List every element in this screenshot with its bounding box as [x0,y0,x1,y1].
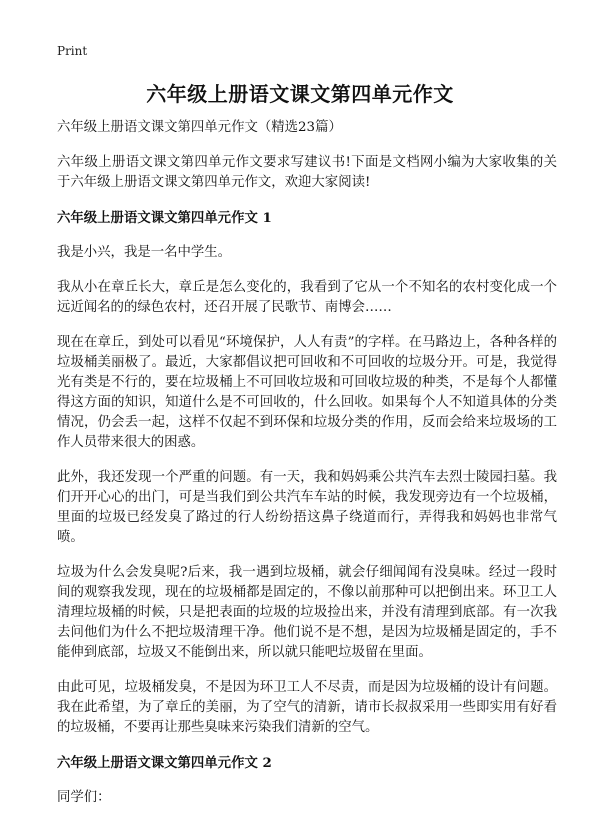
body-paragraph: 我是小兴，我是一名中学生。 [57,245,232,260]
body-paragraph: 我从小在章丘长大，章丘是怎么变化的，我看到了它从一个不知名的农村变化成一个远近闻名的的绿色农村，还召开展了民歌节、南博会…… [57,280,557,315]
document-subtitle: 六年级上册语文课文第四单元作文（精选23篇） [57,120,342,135]
print-link[interactable]: Print [57,44,88,58]
section-heading: 六年级上册语文课文第四单元作文 1 [57,210,272,226]
body-paragraph: 由此可见，垃圾桶发臭，不是因为环卫工人不尽责，而是因为垃圾桶的设计有问题。我在此希望，为了章丘的美丽，为了空气的清新，请市长叔叔采用一些即实用有好看的垃圾桶，不要再让那些臭味来污染我们清新的空气。 [57,680,557,735]
document-body [57,118,557,823]
body-paragraph: 同学们： [57,790,111,805]
page-title: 六年级上册语文课文第四单元作文 [146,82,454,106]
intro-paragraph: 六年级上册语文课文第四单元作文要求写建议书!下面是文档网小编为大家收集的关于六年级上册语文课文第四单元作文，欢迎大家阅读! [57,155,557,190]
body-paragraph: 垃圾为什么会发臭呢?后来，我一遇到垃圾桶，就会仔细闻闻有没臭味。经过一段时间的观察我发现，现在的垃圾桶都是固定的，不像以前那种可以把倒出来。环卫工人清理垃圾桶的时候，只是把表面的垃圾的垃圾捡出来，并没有清理到底部。有一次我去问他们为什么不把垃圾清理干净。他们说不是不想，是因为垃圾桶是固定的，手不能伸到底部，垃圾又不能倒出来，所以就只能吧垃圾留在里面。 [57,565,557,660]
body-paragraph: 现在在章丘，到处可以看见“环境保护，人人有责”的字样。在马路边上，各种各样的垃圾桶美丽极了。最近，大家都倡议把可回收和不可回收的垃圾分开。可是，我觉得光有类是不行的，要在垃圾桶上不可回收垃圾和可回收垃圾的种类，不是每个人都懂得这方面的知识，知道什么是不可回收的，什么回收。如果每个人不知道具体的分类情况，仍会丢一起，这样不仅起不到环保和垃圾分类的作用，反而会给来垃圾场的工作人员带来很大的困惑。 [57,335,557,450]
body-paragraph: 此外，我还发现一个严重的问题。有一天，我和妈妈乘公共汽车去烈士陵园扫墓。我们开开心心的出门，可是当我们到公共汽车车站的时候，我发现旁边有一个垃圾桶，里面的垃圾已经发臭了路过的行人纷纷捂这鼻子绕道而行，弄得我和妈妈也非常气喷。 [57,470,557,545]
section-heading: 六年级上册语文课文第四单元作文 2 [57,755,272,771]
